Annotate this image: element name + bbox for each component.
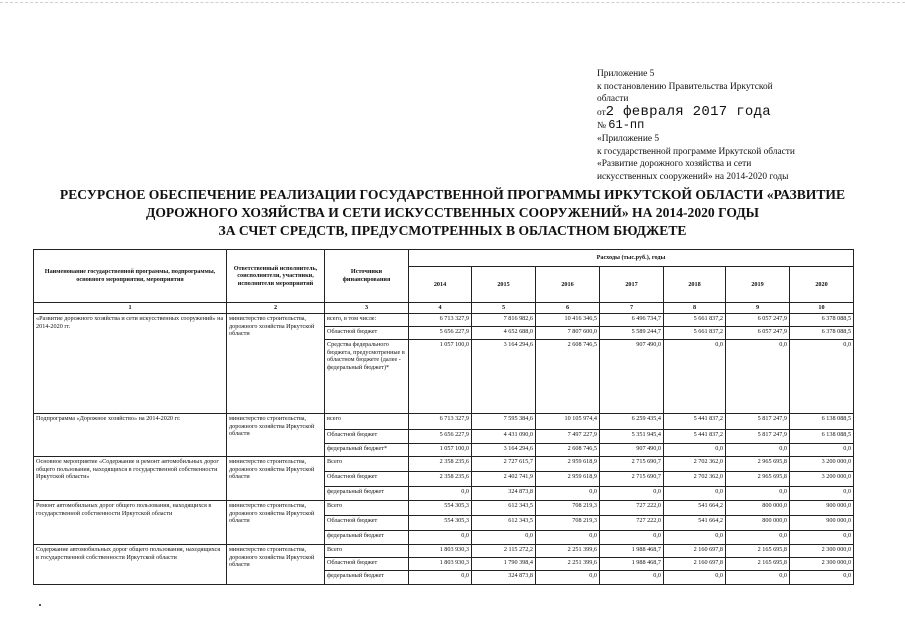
amount-cell: 727 222,0 [600,516,664,531]
amount-cell: 0,0 [790,487,854,501]
annex-number-value: 61-пп [608,118,645,133]
amount-cell: 2 715 690,7 [600,472,664,487]
amount-cell: 3 164 294,6 [472,444,536,457]
amount-cell: 1 803 930,3 [409,558,472,571]
program-name-cell: Подпрограмма «Дорожное хозяйство» на 2014-2020 гг. [34,414,227,457]
funding-source-cell: федеральный бюджет* [325,444,409,457]
scan-speck [39,604,41,606]
amount-cell: 900 000,0 [790,516,854,531]
amount-cell: 6 713 327,9 [409,314,472,327]
header-year: 2016 [536,267,600,303]
table-row [34,314,854,327]
amount-cell: 612 343,5 [472,516,536,531]
document-title [40,186,865,240]
amount-cell: 5 441 837,2 [664,414,726,430]
amount-cell: 0,0 [536,531,600,545]
amount-cell: 800 000,0 [726,516,790,531]
amount-cell: 7 497 227,9 [536,430,600,444]
annex-line-6: «Развитие дорожного хозяйства и сети [597,159,752,170]
amount-cell: 2 165 695,8 [726,558,790,571]
executor-cell: министерство строительства, дорожного хозяйства Иркутской области [227,545,325,585]
amount-cell: 6 057 247,9 [726,314,790,327]
program-name-cell: Основное мероприятие «Содержание и ремонт автомобильных дорог общего пользования, находящихся в государственной собственности Иркутской области» [34,457,227,501]
amount-cell: 6 496 734,7 [600,314,664,327]
annex-date-prefix: от [597,107,606,118]
program-name-cell: Ремонт автомобильных дорог общего пользования, находящихся в государственной собственности Иркутской области [34,501,227,545]
title-line-1: РЕСУРСНОЕ ОБЕСПЕЧЕНИЕ РЕАЛИЗАЦИИ ГОСУДАРСТВЕННОЙ ПРОГРАММЫ ИРКУТСКОЙ ОБЛАСТИ «РАЗВИТИЕ [59,187,846,202]
scan-edge-line [0,2,905,3]
amount-cell: 2 251 399,6 [536,545,600,558]
amount-cell: 0,0 [664,531,726,545]
header-year: 2017 [600,267,664,303]
annex-line-7: искусственных сооружений» на 2014-2020 годы [597,171,789,182]
amount-cell: 5 817 247,9 [726,414,790,430]
funding-source-cell: Всего [325,501,409,516]
amount-cell: 0,0 [472,531,536,545]
amount-cell: 907 490,0 [600,444,664,457]
amount-cell: 1 988 468,7 [600,545,664,558]
executor-cell: министерство строительства, дорожного хозяйства Иркутской области [227,457,325,501]
column-number: 7 [600,303,664,314]
amount-cell: 6 057 247,9 [726,327,790,340]
program-name-cell: «Развитие дорожного хозяйства и сети искусственных сооружений» на 2014-2020 гг. [34,314,227,414]
table-row [34,457,854,472]
amount-cell: 0,0 [790,340,854,414]
amount-cell: 1 057 100,0 [409,444,472,457]
resource-table [33,249,854,585]
amount-cell: 800 000,0 [726,501,790,516]
amount-cell: 708 219,3 [536,501,600,516]
annex-line-5: к государственной программе Иркутской области [597,146,795,157]
funding-source-cell: Всего [325,545,409,558]
amount-cell: 708 219,3 [536,516,600,531]
executor-cell: министерство строительства, дорожного хозяйства Иркутской области [227,501,325,545]
amount-cell: 5 441 837,2 [664,430,726,444]
header-expenses: Расходы (тыс.руб.), годы [409,250,854,267]
amount-cell: 2 702 362,0 [664,457,726,472]
annex-line-4: «Приложение 5 [597,133,660,144]
amount-cell: 1 057 100,0 [409,340,472,414]
amount-cell: 541 664,2 [664,501,726,516]
annex-line-3: области [597,94,629,105]
amount-cell: 4 431 090,0 [472,430,536,444]
amount-cell: 6 378 088,5 [790,314,854,327]
amount-cell: 0,0 [790,531,854,545]
column-number: 3 [325,303,409,314]
amount-cell: 907 490,0 [600,340,664,414]
column-number: 4 [409,303,472,314]
executor-cell: министерство строительства, дорожного хозяйства Иркутской области [227,414,325,457]
amount-cell: 5 656 227,9 [409,430,472,444]
funding-source-cell: всего [325,414,409,430]
funding-source-cell: федеральный бюджет [325,571,409,585]
funding-source-cell: всего, в том числе: [325,314,409,327]
table-row [34,501,854,516]
funding-source-cell: Областной бюджет [325,430,409,444]
amount-cell: 2 300 000,0 [790,545,854,558]
amount-cell: 7 816 982,6 [472,314,536,327]
amount-cell: 612 343,5 [472,501,536,516]
funding-source-cell: федеральный бюджет [325,487,409,501]
annex-date-value: 2 февраля 2017 года [605,103,771,120]
amount-cell: 0,0 [600,487,664,501]
amount-cell: 0,0 [664,487,726,501]
amount-cell: 7 807 600,0 [536,327,600,340]
amount-cell: 554 305,3 [409,501,472,516]
amount-cell: 2 160 697,8 [664,558,726,571]
amount-cell: 6 138 088,5 [790,414,854,430]
header-year: 2014 [409,267,472,303]
header-row-top [34,250,854,267]
amount-cell: 5 589 244,7 [600,327,664,340]
amount-cell: 5 656 227,9 [409,327,472,340]
amount-cell: 0,0 [664,571,726,585]
column-number-row [34,303,854,314]
funding-source-cell: Областной бюджет [325,516,409,531]
executor-cell: министерство строительства, дорожного хозяйства Иркутской области [227,314,325,414]
column-number: 2 [227,303,325,314]
amount-cell: 0,0 [409,571,472,585]
annex-line-2: к постановлению Правительства Иркутской [597,81,773,92]
amount-cell: 3 164 294,6 [472,340,536,414]
column-number: 8 [664,303,726,314]
amount-cell: 0,0 [726,444,790,457]
funding-source-cell: Областной бюджет [325,558,409,571]
funding-source-cell: Всего [325,457,409,472]
amount-cell: 2 402 741,9 [472,472,536,487]
amount-cell: 0,0 [536,571,600,585]
amount-cell: 2 358 235,6 [409,472,472,487]
amount-cell: 7 595 384,6 [472,414,536,430]
amount-cell: 0,0 [409,487,472,501]
amount-cell: 541 664,2 [664,516,726,531]
amount-cell: 0,0 [600,531,664,545]
annex-number [597,119,897,133]
annex-line-1: Приложение 5 [597,69,655,79]
amount-cell: 0,0 [726,571,790,585]
amount-cell: 2 959 618,9 [536,472,600,487]
amount-cell: 2 727 615,7 [472,457,536,472]
amount-cell: 5 661 837,2 [664,314,726,327]
header-year: 2019 [726,267,790,303]
annex-date [597,103,897,120]
amount-cell: 0,0 [790,571,854,585]
column-number: 1 [34,303,227,314]
annex-header [597,68,897,183]
funding-source-cell: Областной бюджет [325,472,409,487]
amount-cell: 5 351 945,4 [600,430,664,444]
amount-cell: 0,0 [726,487,790,501]
amount-cell: 6 259 435,4 [600,414,664,430]
table-row [34,545,854,558]
title-line-2: ДОРОЖНОГО ХОЗЯЙСТВА И СЕТИ ИСКУССТВЕННЫХ СООРУЖЕНИЙ» НА 2014-2020 ГОДЫ [145,205,760,220]
amount-cell: 4 652 688,0 [472,327,536,340]
amount-cell: 2 358 235,6 [409,457,472,472]
amount-cell: 2 702 362,0 [664,472,726,487]
amount-cell: 6 713 327,9 [409,414,472,430]
amount-cell: 2 300 000,0 [790,558,854,571]
table-body [34,314,854,585]
amount-cell: 2 608 746,5 [536,340,600,414]
amount-cell: 900 000,0 [790,501,854,516]
amount-cell: 324 873,8 [472,571,536,585]
amount-cell: 3 200 000,0 [790,472,854,487]
amount-cell: 324 873,8 [472,487,536,501]
amount-cell: 2 965 695,8 [726,457,790,472]
amount-cell: 0,0 [664,444,726,457]
amount-cell: 0,0 [600,571,664,585]
header-year: 2018 [664,267,726,303]
amount-cell: 0,0 [726,531,790,545]
amount-cell: 2 608 746,5 [536,444,600,457]
amount-cell: 6 378 088,5 [790,327,854,340]
amount-cell: 1 790 398,4 [472,558,536,571]
column-number: 9 [726,303,790,314]
amount-cell: 2 965 695,8 [726,472,790,487]
amount-cell: 2 251 399,6 [536,558,600,571]
funding-source-cell: федеральный бюджет [325,531,409,545]
amount-cell: 2 115 272,2 [472,545,536,558]
amount-cell: 3 200 000,0 [790,457,854,472]
header-source: Источники финансирования [325,250,409,303]
header-program: Наименование государственной программы, подпрограммы, основного мероприятия, мероприятия [34,250,227,303]
amount-cell: 554 305,3 [409,516,472,531]
amount-cell: 0,0 [664,340,726,414]
amount-cell: 0,0 [409,531,472,545]
table-row [34,414,854,430]
header-executor: Ответственный исполнитель, соисполнители, участники, исполнители мероприятий [227,250,325,303]
amount-cell: 2 165 695,8 [726,545,790,558]
amount-cell: 5 661 837,2 [664,327,726,340]
header-year: 2020 [790,267,854,303]
funding-source-cell: Областной бюджет [325,327,409,340]
amount-cell: 1 988 468,7 [600,558,664,571]
header-year: 2015 [472,267,536,303]
amount-cell: 5 817 247,9 [726,430,790,444]
column-number: 5 [472,303,536,314]
annex-number-prefix: № [597,121,606,132]
amount-cell: 2 959 618,9 [536,457,600,472]
amount-cell: 2 160 697,8 [664,545,726,558]
amount-cell: 1 803 930,3 [409,545,472,558]
title-line-3: ЗА СЧЕТ СРЕДСТВ, ПРЕДУСМОТРЕННЫХ В ОБЛАСТНОМ БЮДЖЕТЕ [218,223,687,238]
program-name-cell: Содержание автомобильных дорог общего пользования, находящихся в государственной собственности Иркутской области [34,545,227,585]
column-number: 10 [790,303,854,314]
amount-cell: 0,0 [536,487,600,501]
amount-cell: 10 416 346,5 [536,314,600,327]
funding-source-cell: Средства федерального бюджета, предусмотренные в областном бюджете (далее - федеральный бюджет)* [325,340,409,414]
amount-cell: 0,0 [790,444,854,457]
amount-cell: 727 222,0 [600,501,664,516]
amount-cell: 10 105 974,4 [536,414,600,430]
amount-cell: 6 138 088,5 [790,430,854,444]
column-number: 6 [536,303,600,314]
amount-cell: 2 715 690,7 [600,457,664,472]
amount-cell: 0,0 [726,340,790,414]
